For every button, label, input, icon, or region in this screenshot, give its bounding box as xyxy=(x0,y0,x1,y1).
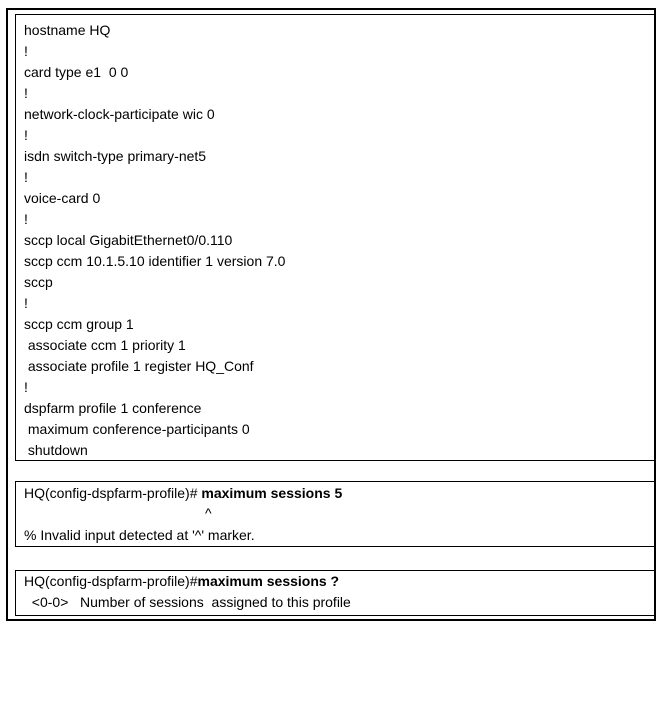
config-line: ! xyxy=(24,169,28,185)
config-line: associate profile 1 register HQ_Conf xyxy=(24,358,254,374)
cli-command-line xyxy=(24,573,339,589)
config-line: ! xyxy=(24,295,28,311)
error-caret: ^ xyxy=(205,505,212,521)
config-line: isdn switch-type primary-net5 xyxy=(24,148,207,164)
running-config-box xyxy=(15,14,655,461)
config-line: ! xyxy=(24,43,28,59)
config-line: ! xyxy=(24,85,28,101)
cli-command-line xyxy=(24,485,342,501)
config-line: shutdown xyxy=(24,442,88,458)
config-line: dspfarm profile 1 conference xyxy=(24,400,202,416)
config-line: hostname HQ xyxy=(24,22,111,38)
error-message: % Invalid input detected at '^' marker. xyxy=(24,527,255,543)
config-line: maximum conference-participants 0 xyxy=(24,421,250,437)
config-figure xyxy=(6,8,656,621)
cli-prompt: HQ(config-dspfarm-profile)# xyxy=(24,485,198,501)
config-line: card type e1 0 0 xyxy=(24,64,129,80)
help-text: <0-0> Number of sessions assigned to this profile xyxy=(24,594,351,610)
cli-command: maximum sessions ? xyxy=(197,573,340,589)
config-line: ! xyxy=(24,127,28,143)
cli-command: maximum sessions 5 xyxy=(197,485,343,501)
config-line: ! xyxy=(24,379,28,395)
error-output-box xyxy=(15,481,655,547)
config-line: associate ccm 1 priority 1 xyxy=(24,337,186,353)
config-line: sccp ccm 10.1.5.10 identifier 1 version 7.0 xyxy=(24,253,286,269)
config-line: sccp xyxy=(24,274,53,290)
config-line: ! xyxy=(24,211,28,227)
config-line: network-clock-participate wic 0 xyxy=(24,106,215,122)
help-output-box xyxy=(15,570,655,616)
config-line: sccp local GigabitEthernet0/0.110 xyxy=(24,232,233,248)
config-line: voice-card 0 xyxy=(24,190,101,206)
config-line: sccp ccm group 1 xyxy=(24,316,134,332)
cli-prompt: HQ(config-dspfarm-profile)# xyxy=(24,573,198,589)
